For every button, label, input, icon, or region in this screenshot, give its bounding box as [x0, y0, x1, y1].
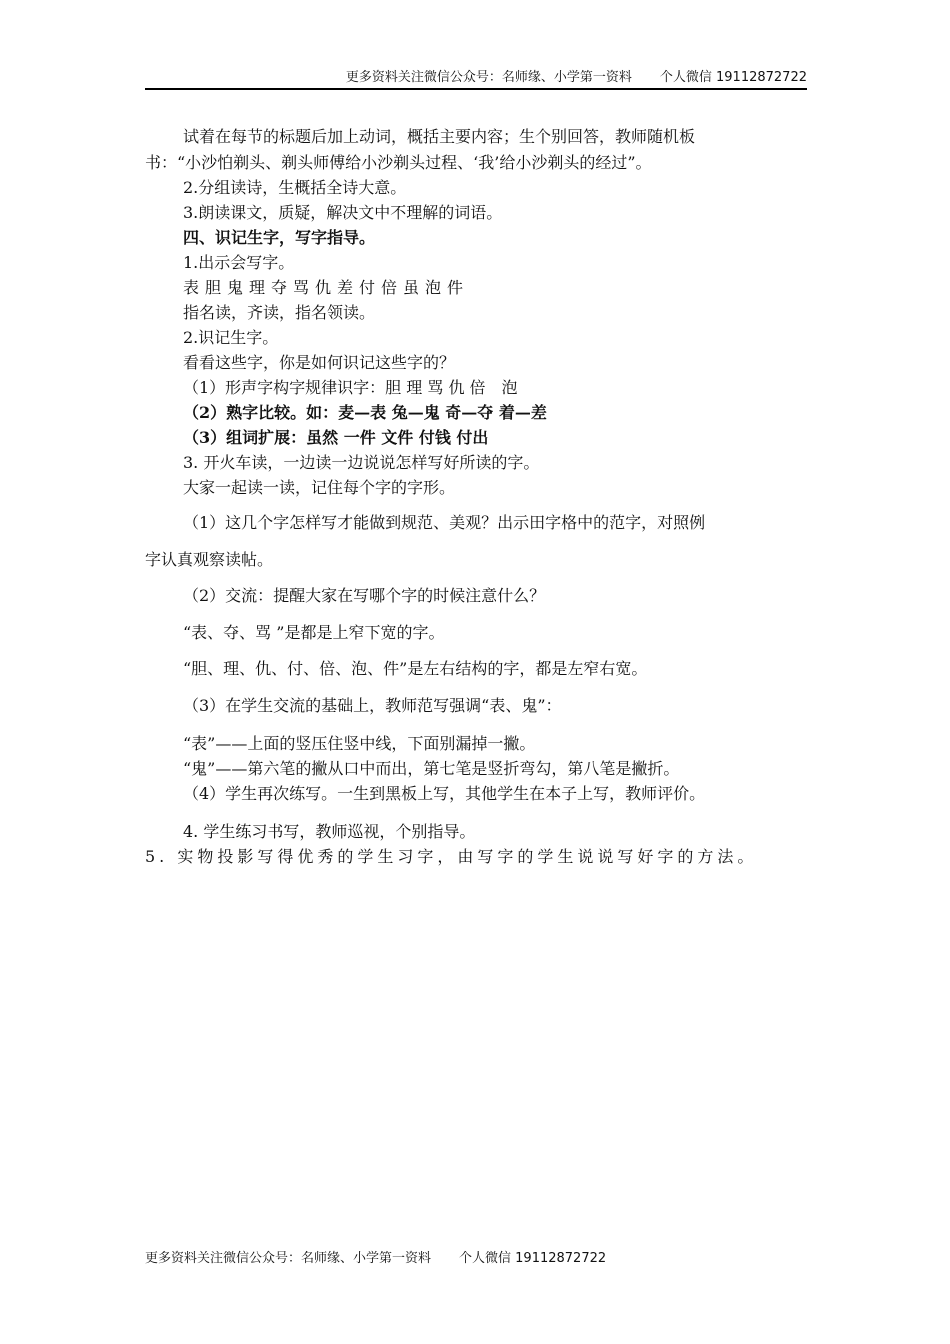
footer-wechat-account: 更多资料关注微信公众号：名师缘、小学第一资料	[145, 1251, 432, 1266]
paragraph-line: 大家一起读一读，记住每个字的字形。	[183, 478, 456, 497]
paragraph-line: “表、夺、骂 ”是都是上窄下宽的字。	[183, 623, 445, 642]
paragraph-line: 指名读，齐读，指名领读。	[183, 303, 376, 322]
paragraph-line: 2.分组读诗，生概括全诗大意。	[183, 178, 407, 197]
page-header	[145, 66, 807, 90]
header-wechat-account: 更多资料关注微信公众号：名师缘、小学第一资料	[345, 70, 632, 85]
paragraph-line: “表”——上面的竖压住竖中线，下面别漏掉一撇。	[183, 734, 536, 753]
paragraph-line: 字认真观察读帖。	[145, 550, 274, 569]
character-list: 表胆鬼理夺骂仇差付倍虽泡件	[183, 278, 470, 297]
paragraph-line: 书：“小沙怕剃头、剃头师傅给小沙剃头过程、‘我’给小沙剃头的经过”。	[145, 153, 652, 172]
page-footer	[145, 1247, 606, 1266]
paragraph-line: 试着在每节的标题后加上动词，概括主要内容；生个别回答，教师随机板	[183, 127, 696, 146]
paragraph-line: （1）这几个字怎样写才能做到规范、美观？出示田字格中的范字，对照例	[183, 513, 706, 532]
paragraph-line: 3.朗读课文，质疑，解决文中不理解的词语。	[183, 203, 503, 222]
paragraph-line: （3）在学生交流的基础上，教师范写强调“表、鬼”：	[183, 696, 562, 715]
paragraph-line: （2）交流：提醒大家在写哪个字的时候注意什么？	[183, 586, 546, 605]
paragraph-line: “胆、理、仇、付、倍、泡、件”是左右结构的字，都是左窄右宽。	[183, 659, 648, 678]
paragraph-line: 1.出示会写字。	[183, 253, 295, 272]
method-line: （2）熟字比较。如：麦—表 兔—鬼 奇—夺 着—差	[183, 403, 547, 422]
method-line: （3）组词扩展：虽然 一件 文件 付钱 付出	[183, 428, 489, 447]
footer-personal-wechat: 个人微信 19112872722	[459, 1251, 607, 1266]
paragraph-line: “鬼”——第六笔的撇从口中而出，第七笔是竖折弯勾，第八笔是撇折。	[183, 759, 680, 778]
section-heading: 四、识记生字，写字指导。	[183, 228, 376, 247]
paragraph-line: （4）学生再次练写。一生到黑板上写，其他学生在本子上写，教师评价。	[183, 784, 706, 803]
paragraph-line: 2.识记生字。	[183, 328, 279, 347]
header-personal-wechat: 个人微信 19112872722	[659, 70, 807, 85]
method-line: （1）形声字构字规律识字：胆 理 骂 仇 倍 泡	[183, 378, 518, 397]
paragraph-line: 3. 开火车读，一边读一边说说怎样写好所读的字。	[183, 453, 540, 472]
paragraph-line: 4. 学生练习书写，教师巡视，个别指导。	[183, 822, 476, 841]
paragraph-line: 5. 实物投影写得优秀的学生习字，由写字的学生说说写好字的方法。	[145, 847, 758, 866]
paragraph-line: 看看这些字，你是如何识记这些字的？	[183, 353, 456, 372]
